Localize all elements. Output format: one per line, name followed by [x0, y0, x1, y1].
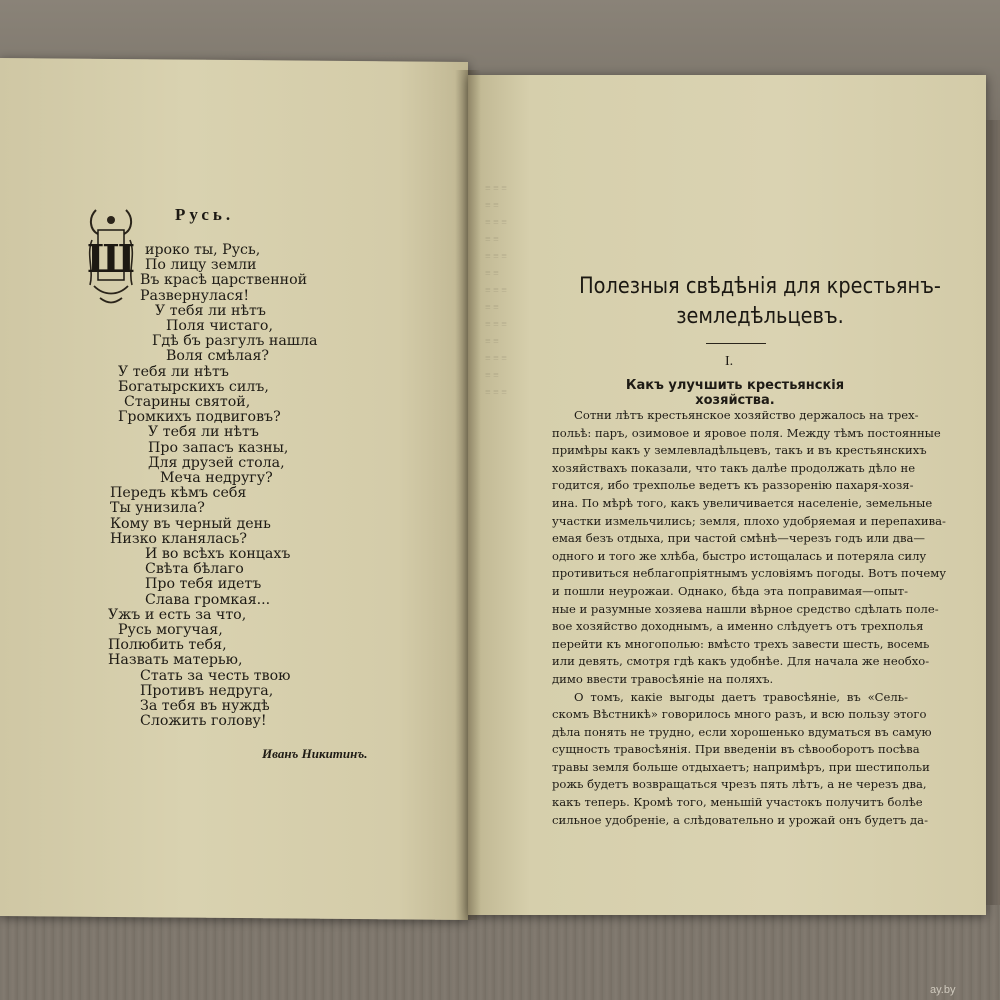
article-title-line-1: Полезныя свѣдѣнія для крестьянъ-: [579, 274, 941, 299]
article-title: [566, 272, 953, 332]
poem-line: Богатырскихъ силъ,: [118, 378, 269, 395]
article-text-line: и пошли неурожаи. Однако, бѣда эта поправимая—опыт-: [552, 583, 908, 598]
poem-line: У тебя ли нѣтъ: [155, 302, 266, 319]
poem-line: Низко кланялась?: [110, 530, 247, 547]
article-text-line: или девять, смотря гдѣ какъ удобнѣе. Для начала же необхо-: [552, 654, 930, 669]
poem-line: Слава громкая...: [145, 591, 271, 608]
poem-line: И во всѣхъ концахъ: [145, 546, 291, 562]
poem-line: Громкихъ подвиговъ?: [118, 409, 281, 426]
article-text-line: емая безъ отдыха, при частой смѣнѣ—черезъ годъ или два—: [552, 531, 925, 546]
poem-line: Русь могучая,: [118, 622, 223, 638]
article-text-line: хозяйствахъ показали, что такъ далѣе продолжать дѣло не: [552, 460, 916, 475]
article-text-line: дѣла понять не трудно, если хорошенько вдуматься въ самую: [552, 724, 932, 739]
article-text-line: польѣ: паръ, озимовое и яровое поля. Между тѣмъ постоянные: [552, 425, 941, 440]
article-text-line: О томъ, какіе выгоды даетъ травосѣяніе, въ «Сель-: [574, 689, 908, 704]
table-background-bottom: [0, 905, 1000, 1000]
poem-line: Противъ недруга,: [140, 682, 274, 699]
ornamental-dropcap: [86, 200, 136, 310]
article-text-line: примѣры какъ у землевладѣльцевъ, такъ и въ крестьянскихъ: [552, 443, 927, 458]
poem-line: Назвать матерью,: [108, 652, 243, 669]
poem-line: ироко ты, Русь,: [145, 242, 261, 258]
article-text-line: перейти къ многополью: вмѣсто трехъ завести шесть, восемь: [552, 636, 930, 651]
poem-line: Поля чистаго,: [166, 318, 273, 334]
article-body: [552, 407, 947, 829]
poem-line: По лицу земли: [145, 257, 257, 274]
poem-line: Для друзей стола,: [148, 454, 285, 471]
article-text-line: скомъ Вѣстникѣ» говорилось много разъ, и всю пользу этого: [552, 707, 927, 722]
article-text-line: рожь будетъ возвращаться чрезъ пять лѣтъ, а не черезъ два,: [552, 777, 927, 792]
article-text-line: одного и того же хлѣба, быстро истощалась и потеряла силу: [552, 548, 927, 563]
poem-line: Ужъ и есть за что,: [108, 606, 247, 623]
dropcap-letter: Ш: [86, 236, 136, 281]
poem-line: Про тебя идетъ: [145, 576, 262, 593]
poem-line: Старины святой,: [124, 394, 251, 410]
article-text-line: ные и разумные хозяева нашли вѣрное средство сдѣлать поле-: [552, 601, 939, 616]
poem-line: Стать за честь твою: [140, 667, 291, 684]
article-text-line: травы земля больше отдыхаетъ; напримѣръ, при шестипольи: [552, 759, 930, 774]
poem-line: Гдѣ бъ разгулъ нашла: [152, 333, 318, 350]
poem-line: Воля смѣлая?: [166, 348, 270, 365]
show-through-text: ≡ ≡ ≡ ≡ ≡ ≡ ≡ ≡ ≡ ≡ ≡ ≡ ≡ ≡ ≡ ≡ ≡ ≡ ≡ ≡ ≡ ≡ ≡ ≡ ≡ ≡ ≡ ≡ ≡ ≡ ≡ ≡ ≡: [485, 183, 507, 398]
poem-title: Русь.: [175, 205, 235, 224]
poem-line: У тебя ли нѣтъ: [148, 424, 259, 441]
section-number: I.: [725, 354, 734, 369]
poem-line: Кому въ черный день: [110, 515, 271, 532]
poem-author: Иванъ Никитинъ.: [262, 746, 368, 761]
book-gutter: [455, 70, 481, 920]
article-text-line: вое хозяйство доходнымъ, а именно слѣдуетъ отъ трехполья: [552, 619, 924, 634]
poem-line: Полюбить тебя,: [108, 637, 227, 654]
article-text-line: противиться неблагопріятнымъ условіямъ погоды. Вотъ почему: [552, 566, 947, 581]
poem-line: За тебя въ нуждѣ: [140, 698, 270, 714]
article-text-line: какъ теперь. Кромѣ того, меньшій участокъ получитъ болѣе: [552, 795, 923, 810]
title-divider: [706, 343, 766, 344]
article-text-line: Сотни лѣтъ крестьянское хозяйство держалось на трех-: [574, 408, 919, 422]
poem-line: Ты унизила?: [110, 500, 205, 517]
article-text-line: димо ввести травосѣяніе на поляхъ.: [552, 671, 774, 686]
watermark-text: ay.by: [930, 984, 956, 996]
poem-line: Свѣта бѣлаго: [145, 561, 244, 578]
article-text-line: годится, ибо трехполье ведетъ къ раззоренію пахаря-хозя-: [552, 478, 914, 493]
section-title: Какъ улучшить крестьянскія хозяйства.: [625, 378, 845, 408]
poem-line: У тебя ли нѣтъ: [118, 363, 229, 380]
article-text-line: сущность травосѣянія. При введеніи въ сѣвооборотъ посѣва: [552, 742, 920, 757]
poem-line: Въ красѣ царственной: [140, 272, 308, 289]
poem-line: Меча недругу?: [160, 470, 273, 486]
poem-line: Развернулася!: [140, 287, 250, 304]
article-text-line: сильное удобреніе, а слѣдовательно и урожай онъ будетъ да-: [552, 812, 929, 827]
poem-line: Передъ кѣмъ себя: [110, 485, 247, 502]
article-text-line: участки измельчились; земля, плохо удобряемая и перепахива-: [552, 513, 946, 528]
article-title-line-2: земледѣльцевъ.: [676, 304, 844, 329]
poem-line: Про запасъ казны,: [148, 439, 289, 456]
article-text-line: ина. По мѣрѣ того, какъ увеличивается населеніе, земельные: [552, 495, 933, 510]
poem-line: Сложить голову!: [140, 713, 267, 730]
